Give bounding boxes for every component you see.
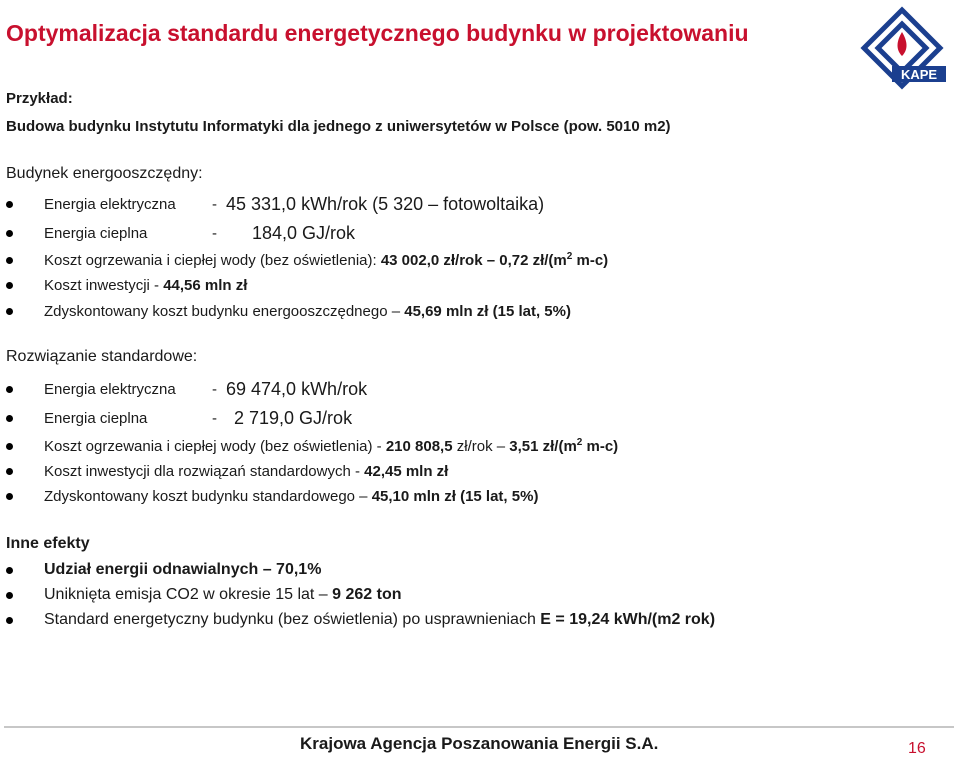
bullet-icon — [6, 493, 13, 500]
bullet-icon — [6, 230, 13, 237]
footer-divider — [4, 726, 954, 728]
slide-title: Optymalizacja standardu energetycznego budynku w projektowaniu — [6, 20, 749, 46]
example-description: Budowa budynku Instytutu Informatyki dla jednego z uniwersytetów w Polsce (pow. 5010 m2) — [6, 118, 671, 135]
bullet-icon — [6, 468, 13, 475]
bullet-icon — [6, 386, 13, 393]
bullet-icon — [6, 201, 13, 208]
svg-text:KAPE: KAPE — [900, 67, 938, 82]
page-number: 16 — [908, 740, 926, 757]
bullet-icon — [6, 415, 13, 422]
bullet-icon — [6, 567, 13, 574]
bullet-icon — [6, 617, 13, 624]
bullet-icon — [6, 308, 13, 315]
example-label: Przykład: — [6, 90, 73, 107]
section-heading-energy-efficient: Budynek energooszczędny: — [6, 165, 203, 182]
bullet-icon — [6, 257, 13, 264]
bullet-icon — [6, 592, 13, 599]
bullet-icon — [6, 443, 13, 450]
bullet-icon — [6, 282, 13, 289]
section-heading-standard: Rozwiązanie standardowe: — [6, 348, 198, 365]
kape-logo — [856, 4, 948, 90]
footer-organization: Krajowa Agencja Poszanowania Energii S.A. — [300, 734, 659, 753]
section-heading-other-effects: Inne efekty — [6, 535, 90, 552]
